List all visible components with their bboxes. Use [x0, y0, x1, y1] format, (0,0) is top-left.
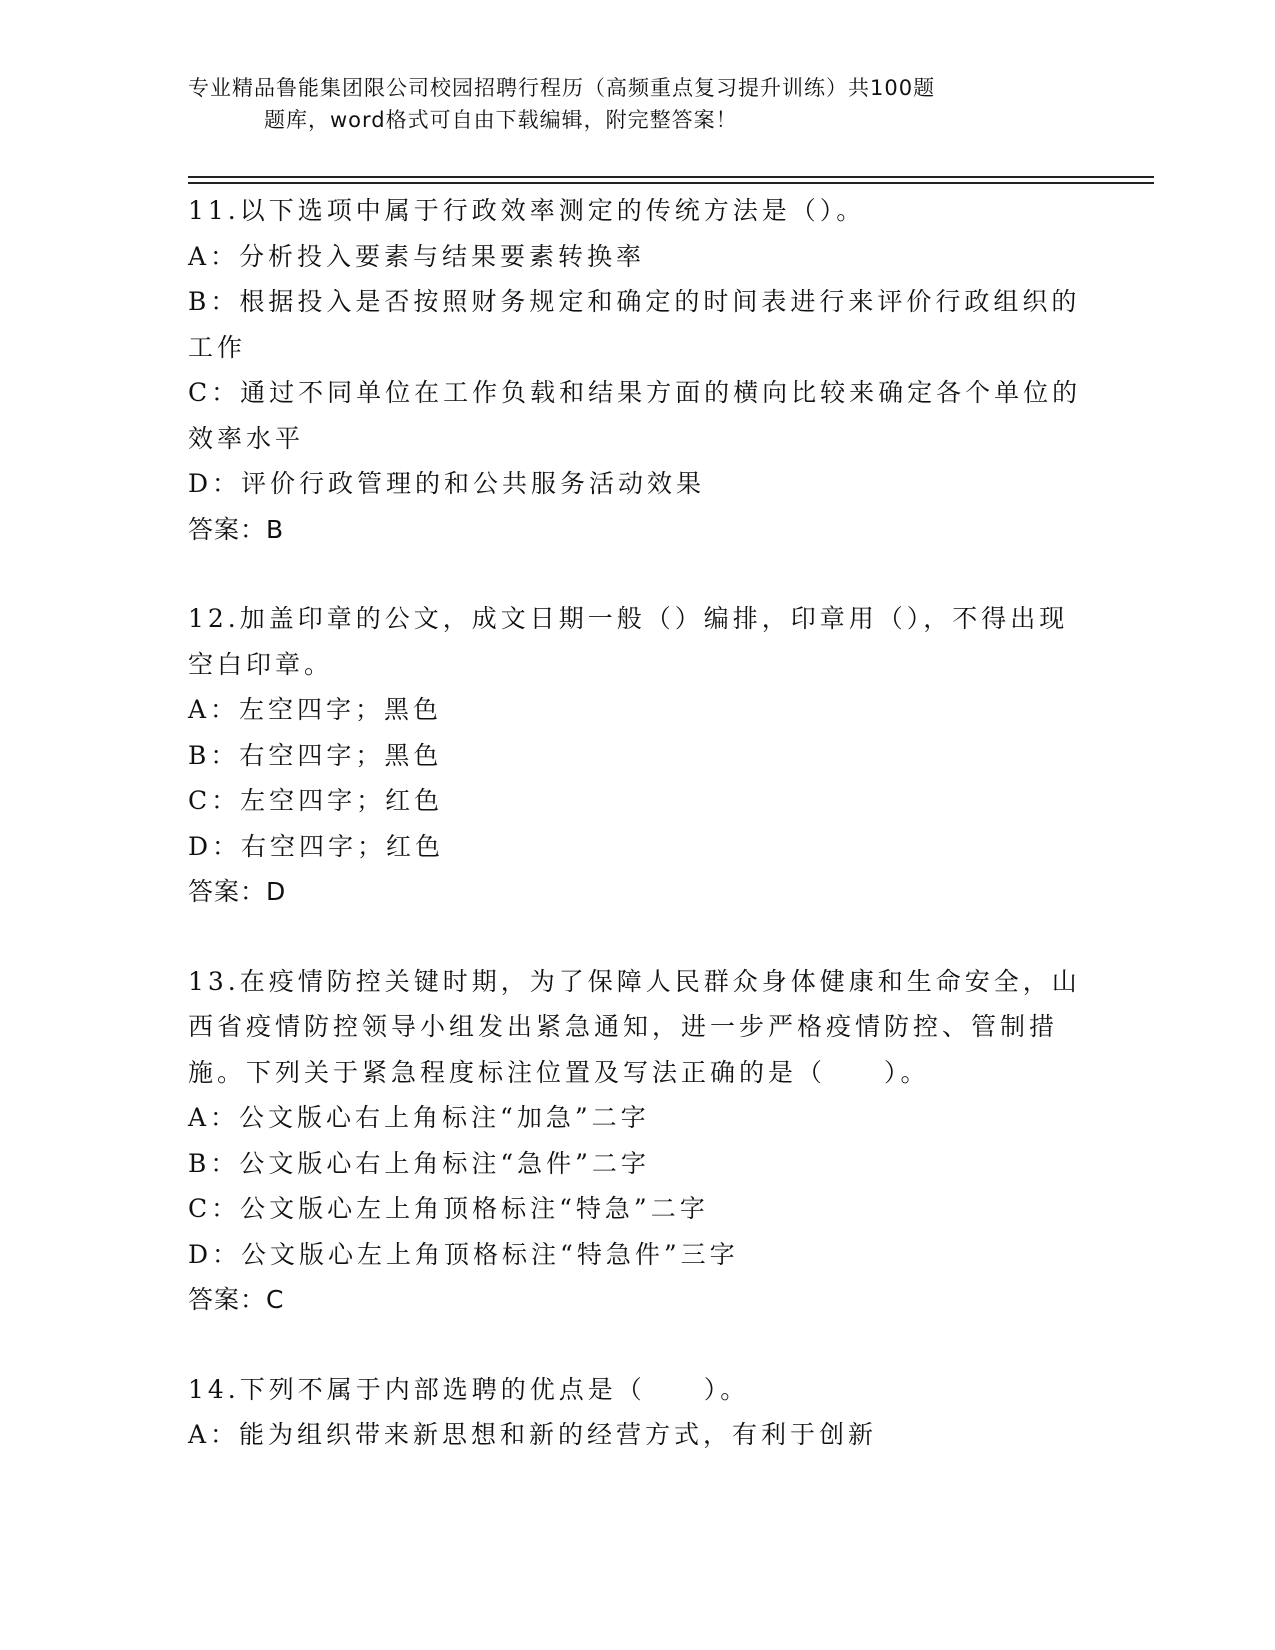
answer-option: A：能为组织带来新思想和新的经营方式，有利于创新 — [188, 1420, 878, 1449]
answer-option: 工作 — [188, 332, 247, 362]
header-rule-top — [188, 176, 1154, 178]
answer-key: 答案：D — [188, 877, 287, 906]
question-text: 11.以下选项中属于行政效率测定的传统方法是（）。 — [188, 196, 866, 225]
question-text: 13.在疫情防控关键时期，为了保障人民群众身体健康和生命安全，山 — [188, 966, 1081, 996]
answer-option: B：右空四字；黑色 — [188, 740, 443, 770]
question-spacer — [188, 552, 1088, 596]
answer-option: D：评价行政管理的和公共服务活动效果 — [188, 469, 706, 498]
answer-option: C：公文版心左上角顶格标注“特急”二字 — [188, 1194, 709, 1223]
answer-option: B：根据投入是否按照财务规定和确定的时间表进行来评价行政组织的 — [188, 287, 1081, 316]
answer-option: A：分析投入要素与结果要素转换率 — [188, 241, 646, 271]
answer-key: 答案：C — [188, 1285, 285, 1314]
question-text: 空白印章。 — [188, 649, 334, 679]
answer-option: B：公文版心右上角标注“急件”二字 — [188, 1148, 650, 1178]
answer-option: D：公文版心左上角顶格标注“特急件”三字 — [188, 1239, 739, 1269]
answer-option: D：右空四字；红色 — [188, 831, 445, 861]
header-line-2: 题库，word格式可自由下载编辑，附完整答案！ — [264, 108, 738, 132]
answer-key: 答案：B — [188, 514, 285, 544]
question-spacer — [188, 1323, 1088, 1367]
answer-option: A：左空四字；黑色 — [188, 695, 443, 724]
question-block — [188, 1367, 1088, 1458]
document-header — [188, 72, 1068, 136]
question-text: 12.加盖印章的公文，成文日期一般（）编排，印章用（），不得出现 — [188, 604, 1069, 633]
answer-option: A：公文版心右上角标注“加急”二字 — [188, 1103, 650, 1132]
question-block — [188, 596, 1088, 915]
answer-option: 效率水平 — [188, 423, 305, 453]
question-spacer — [188, 915, 1088, 959]
answer-option: C：左空四字；红色 — [188, 786, 444, 815]
question-block — [188, 959, 1088, 1323]
question-text: 14.下列不属于内部选聘的优点是（ ）。 — [188, 1374, 750, 1404]
header-line-1: 专业精品鲁能集团限公司校园招聘行程历（高频重点复习提升训练）共100题 — [188, 76, 936, 100]
question-text: 施。下列关于紧急程度标注位置及写法正确的是（ ）。 — [188, 1057, 930, 1087]
answer-option: C：通过不同单位在工作负载和结果方面的横向比较来确定各个单位的 — [188, 378, 1082, 407]
question-block — [188, 188, 1088, 552]
header-rule-bottom — [188, 182, 1154, 184]
question-list — [188, 188, 1088, 1458]
question-text: 西省疫情防控领导小组发出紧急通知，进一步严格疫情防控、管制措 — [188, 1012, 1059, 1041]
